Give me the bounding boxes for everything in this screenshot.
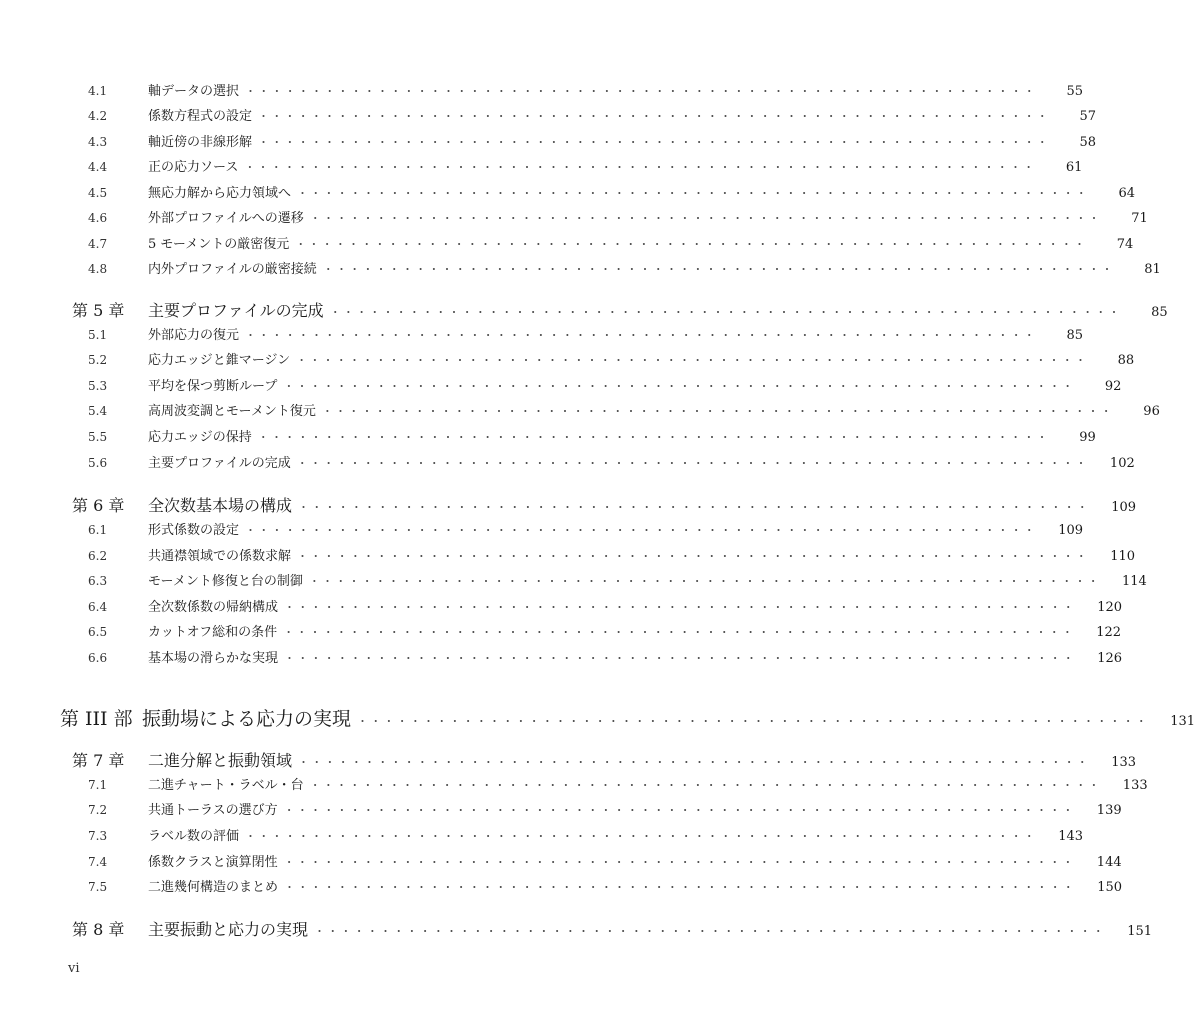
toc-entry-page: 109 (1111, 500, 1137, 515)
toc-entry-number: 6.4 (88, 600, 108, 614)
toc-entry-title: 主要振動と応力の実現 (148, 920, 309, 939)
toc-entry-page: 55 (1066, 84, 1084, 99)
toc-dot-leader: ・・・・・・・・・・・・・・・・・・・・・・・・・・・・・・・・・・・・・・・・・・・・・・・・・・・・・・・・・・・・ (284, 881, 1077, 894)
toc-entry-title: 二進幾何構造のまとめ (148, 880, 279, 895)
toc-entry-number: 第 5 章 (72, 301, 125, 320)
toc-entry-number: 6.5 (88, 625, 108, 639)
toc-entry-title: ラベル数の評価 (148, 829, 240, 844)
toc-entry-number: 第 III 部 (60, 708, 133, 730)
toc-entry-title: 全次数係数の帰納構成 (148, 600, 279, 615)
toc-entry-sec[interactable] (88, 258, 1161, 282)
toc-entry-page: 151 (1127, 924, 1153, 939)
toc-entry-page: 102 (1109, 456, 1135, 471)
toc-dot-leader: ・・・・・・・・・・・・・・・・・・・・・・・・・・・・・・・・・・・・・・・・・・・・・・・・・・・・・・・・・・・・ (357, 715, 1150, 728)
toc-entry-number: 4.4 (88, 160, 108, 174)
toc-entry-page: 85 (1151, 305, 1168, 320)
toc-entry-title: 軸データの選択 (148, 84, 240, 99)
toc-dot-leader: ・・・・・・・・・・・・・・・・・・・・・・・・・・・・・・・・・・・・・・・・・・・・・・・・・・・・・・・・・・・・ (309, 779, 1102, 792)
toc-entry-number: 4.6 (88, 211, 108, 225)
toc-entry-title: 共通襟領域での係数求解 (148, 549, 292, 564)
toc-entry-sec[interactable] (88, 400, 1160, 424)
toc-entry-page: 96 (1143, 404, 1160, 419)
toc-entry-page: 61 (1065, 160, 1083, 175)
toc-entry-page: 122 (1096, 625, 1122, 640)
toc-dot-leader: ・・・・・・・・・・・・・・・・・・・・・・・・・・・・・・・・・・・・・・・・・・・・・・・・・・・・・・・・・・・・ (284, 652, 1077, 665)
toc-entry-sec[interactable] (88, 426, 1096, 450)
toc-entry-page: 126 (1097, 651, 1123, 666)
toc-dot-leader: ・・・・・・・・・・・・・・・・・・・・・・・・・・・・・・・・・・・・・・・・・・・・・・・・・・・・・・・・・・・・ (314, 925, 1107, 938)
toc-entry-number: 5.6 (88, 456, 108, 470)
toc-entry-page: 133 (1111, 755, 1137, 770)
toc-entry-title: 外部応力の復元 (148, 328, 240, 343)
toc-entry-chap[interactable] (72, 748, 1137, 776)
toc-entry-sec[interactable] (88, 799, 1122, 823)
toc-entry-chap[interactable] (72, 493, 1137, 521)
toc-entry-sec[interactable] (88, 233, 1134, 257)
toc-entry-title: 全次数基本場の構成 (148, 496, 293, 515)
toc-entry-sec[interactable] (88, 876, 1123, 900)
toc-entry-sec[interactable] (88, 570, 1147, 594)
toc-entry-title: 基本場の滑らかな実現 (148, 651, 279, 666)
toc-dot-leader: ・・・・・・・・・・・・・・・・・・・・・・・・・・・・・・・・・・・・・・・・・・・・・・・・・・・・・・・・・・・・ (244, 161, 1037, 174)
toc-dot-leader: ・・・・・・・・・・・・・・・・・・・・・・・・・・・・・・・・・・・・・・・・・・・・・・・・・・・・・・・・・・・・ (296, 457, 1089, 470)
toc-entry-page: 150 (1097, 880, 1123, 895)
toc-entry-sec[interactable] (88, 324, 1084, 348)
page-number-footer: vi (68, 961, 80, 976)
toc-entry-number: 4.5 (88, 186, 108, 200)
toc-dot-leader: ・・・・・・・・・・・・・・・・・・・・・・・・・・・・・・・・・・・・・・・・・・・・・・・・・・・・・・・・・・・・ (298, 756, 1091, 769)
toc-entry-page: 114 (1122, 574, 1147, 589)
toc-entry-title: 内外プロファイルの厳密接続 (148, 262, 317, 277)
toc-entry-page: 120 (1097, 600, 1123, 615)
toc-dot-leader: ・・・・・・・・・・・・・・・・・・・・・・・・・・・・・・・・・・・・・・・・・・・・・・・・・・・・・・・・・・・・ (322, 263, 1115, 276)
toc-dot-leader: ・・・・・・・・・・・・・・・・・・・・・・・・・・・・・・・・・・・・・・・・・・・・・・・・・・・・・・・・・・・・ (283, 804, 1076, 817)
toc-entry-sec[interactable] (88, 519, 1084, 543)
toc-entry-page: 71 (1131, 211, 1148, 226)
toc-dot-leader: ・・・・・・・・・・・・・・・・・・・・・・・・・・・・・・・・・・・・・・・・・・・・・・・・・・・・・・・・・・・・ (309, 212, 1102, 225)
toc-entry-number: 5.2 (88, 353, 108, 367)
toc-dot-leader: ・・・・・・・・・・・・・・・・・・・・・・・・・・・・・・・・・・・・・・・・・・・・・・・・・・・・・・・・・・・・ (283, 380, 1076, 393)
toc-entry-page: 57 (1079, 109, 1097, 124)
toc-entry-sec[interactable] (88, 80, 1084, 104)
toc-entry-number: 7.4 (88, 855, 108, 869)
toc-entry-sec[interactable] (88, 182, 1136, 206)
toc-entry-page: 81 (1144, 262, 1161, 277)
toc-entry-title: 共通トーラスの選び方 (148, 803, 278, 818)
toc-entry-number: 第 7 章 (72, 751, 125, 770)
toc-entry-number: 4.8 (88, 262, 108, 276)
toc-entry-sec[interactable] (88, 825, 1084, 849)
toc-dot-leader: ・・・・・・・・・・・・・・・・・・・・・・・・・・・・・・・・・・・・・・・・・・・・・・・・・・・・・・・・・・・・ (284, 601, 1077, 614)
toc-entry-title: 二進チャート・ラベル・台 (148, 778, 304, 793)
toc-dot-leader: ・・・・・・・・・・・・・・・・・・・・・・・・・・・・・・・・・・・・・・・・・・・・・・・・・・・・・・・・・・・・ (297, 550, 1090, 563)
toc-entry-page: 131 (1170, 714, 1195, 729)
toc-entry-title: 形式係数の設定 (148, 523, 240, 538)
toc-entry-title: 応力エッジと錐マージン (148, 353, 291, 368)
toc-dot-leader: ・・・・・・・・・・・・・・・・・・・・・・・・・・・・・・・・・・・・・・・・・・・・・・・・・・・・・・・・・・・・ (283, 626, 1076, 639)
toc-entry-sec[interactable] (88, 851, 1122, 875)
toc-entry-number: 7.2 (88, 803, 108, 817)
toc-dot-leader: ・・・・・・・・・・・・・・・・・・・・・・・・・・・・・・・・・・・・・・・・・・・・・・・・・・・・・・・・・・・・ (296, 354, 1089, 367)
toc-entry-chap[interactable] (72, 298, 1168, 326)
toc-entry-title: 正の応力ソース (148, 160, 239, 175)
toc-entry-number: 5.5 (88, 430, 108, 444)
toc-dot-leader: ・・・・・・・・・・・・・・・・・・・・・・・・・・・・・・・・・・・・・・・・・・・・・・・・・・・・・・・・・・・・ (298, 501, 1091, 514)
toc-entry-title: 係数クラスと演算閉性 (148, 855, 278, 870)
toc-entry-title: 外部プロファイルへの遷移 (148, 211, 304, 226)
toc-entry-number: 7.1 (88, 778, 108, 792)
toc-dot-leader: ・・・・・・・・・・・・・・・・・・・・・・・・・・・・・・・・・・・・・・・・・・・・・・・・・・・・・・・・・・・・ (245, 85, 1038, 98)
toc-entry-number: 7.3 (88, 829, 108, 843)
toc-dot-leader: ・・・・・・・・・・・・・・・・・・・・・・・・・・・・・・・・・・・・・・・・・・・・・・・・・・・・・・・・・・・・ (245, 830, 1038, 843)
toc-dot-leader: ・・・・・・・・・・・・・・・・・・・・・・・・・・・・・・・・・・・・・・・・・・・・・・・・・・・・・・・・・・・・ (321, 405, 1114, 418)
toc-entry-page: 58 (1079, 135, 1097, 150)
toc-dot-leader: ・・・・・・・・・・・・・・・・・・・・・・・・・・・・・・・・・・・・・・・・・・・・・・・・・・・・・・・・・・・・ (283, 856, 1076, 869)
toc-entry-title: 二進分解と振動領域 (148, 751, 293, 770)
toc-entry-title: 5 モーメントの厳密復元 (148, 237, 290, 252)
toc-entry-number: 6.1 (88, 523, 108, 537)
toc-entry-sec[interactable] (88, 375, 1122, 399)
toc-entry-title: カットオフ総和の条件 (148, 625, 278, 640)
toc-entry-title: 主要プロファイルの完成 (148, 301, 324, 320)
toc-entry-page: 143 (1058, 829, 1084, 844)
toc-entry-page: 139 (1096, 803, 1122, 818)
toc-entry-number: 6.3 (88, 574, 108, 588)
toc-entry-number: 4.3 (88, 135, 108, 149)
toc-dot-leader: ・・・・・・・・・・・・・・・・・・・・・・・・・・・・・・・・・・・・・・・・・・・・・・・・・・・・・・・・・・・・ (295, 238, 1088, 251)
toc-entry-page: 74 (1116, 237, 1134, 252)
toc-entry-number: 7.5 (88, 880, 108, 894)
toc-entry-page: 99 (1079, 430, 1096, 445)
toc-entry-page: 110 (1110, 549, 1136, 564)
toc-entry-number: 4.1 (88, 84, 108, 98)
toc-entry-title: モーメント修復と台の制御 (148, 574, 303, 589)
toc-dot-leader: ・・・・・・・・・・・・・・・・・・・・・・・・・・・・・・・・・・・・・・・・・・・・・・・・・・・・・・・・・・・・ (245, 329, 1038, 342)
toc-entry-number: 第 6 章 (72, 496, 125, 515)
toc-entry-sec[interactable] (88, 349, 1135, 373)
toc-entry-number: 第 8 章 (72, 920, 125, 939)
toc-entry-page: 88 (1117, 353, 1135, 368)
toc-entry-page: 109 (1058, 523, 1084, 538)
toc-dot-leader: ・・・・・・・・・・・・・・・・・・・・・・・・・・・・・・・・・・・・・・・・・・・・・・・・・・・・・・・・・・・・ (258, 136, 1051, 149)
toc-entry-number: 6.6 (88, 651, 108, 665)
toc-entry-sec[interactable] (88, 596, 1123, 620)
toc-dot-leader: ・・・・・・・・・・・・・・・・・・・・・・・・・・・・・・・・・・・・・・・・・・・・・・・・・・・・・・・・・・・・ (258, 110, 1051, 123)
toc-entry-page: 64 (1118, 186, 1136, 201)
toc-entry-sec[interactable] (88, 131, 1097, 155)
toc-entry-sec[interactable] (88, 207, 1148, 231)
toc-entry-number: 4.7 (88, 237, 108, 251)
toc-entry-number: 5.4 (88, 404, 108, 418)
toc-entry-title: 無応力解から応力領域へ (148, 186, 292, 201)
toc-entry-title: 平均を保つ剪断ループ (148, 379, 278, 394)
toc-entry-number: 5.3 (88, 379, 108, 393)
toc-entry-sec[interactable] (88, 621, 1122, 645)
toc-dot-leader: ・・・・・・・・・・・・・・・・・・・・・・・・・・・・・・・・・・・・・・・・・・・・・・・・・・・・・・・・・・・・ (245, 524, 1038, 537)
toc-entry-title: 応力エッジの保持 (148, 430, 252, 445)
toc-entry-number: 4.2 (88, 109, 108, 123)
toc-entry-chap[interactable] (72, 917, 1153, 945)
toc-entry-number: 6.2 (88, 549, 108, 563)
toc-entry-title: 係数方程式の設定 (148, 109, 253, 124)
toc-entry-sec[interactable] (88, 545, 1136, 569)
toc-entry-title: 高周波変調とモーメント復元 (148, 404, 316, 419)
toc-entry-number: 5.1 (88, 328, 108, 342)
toc-entry-sec[interactable] (88, 774, 1148, 798)
toc-dot-leader: ・・・・・・・・・・・・・・・・・・・・・・・・・・・・・・・・・・・・・・・・・・・・・・・・・・・・・・・・・・・・ (329, 306, 1122, 319)
toc-entry-sec[interactable] (88, 647, 1123, 671)
toc-entry-page: 85 (1066, 328, 1084, 343)
toc-entry-title: 主要プロファイルの完成 (148, 456, 291, 471)
toc-entry-title: 振動場による応力の実現 (142, 708, 352, 730)
toc-entry-page: 133 (1122, 778, 1148, 793)
toc-entry-sec[interactable] (88, 105, 1097, 129)
toc-entry-title: 軸近傍の非線形解 (148, 135, 253, 150)
toc-entry-part[interactable] (60, 704, 1195, 736)
toc-entry-page: 144 (1096, 855, 1122, 870)
toc-dot-leader: ・・・・・・・・・・・・・・・・・・・・・・・・・・・・・・・・・・・・・・・・・・・・・・・・・・・・・・・・・・・・ (297, 187, 1090, 200)
toc-entry-page: 92 (1104, 379, 1122, 394)
toc-dot-leader: ・・・・・・・・・・・・・・・・・・・・・・・・・・・・・・・・・・・・・・・・・・・・・・・・・・・・・・・・・・・・ (308, 575, 1101, 588)
toc-entry-sec[interactable] (88, 156, 1083, 180)
toc-dot-leader: ・・・・・・・・・・・・・・・・・・・・・・・・・・・・・・・・・・・・・・・・・・・・・・・・・・・・・・・・・・・・ (257, 431, 1050, 444)
toc-entry-sec[interactable] (88, 452, 1135, 476)
